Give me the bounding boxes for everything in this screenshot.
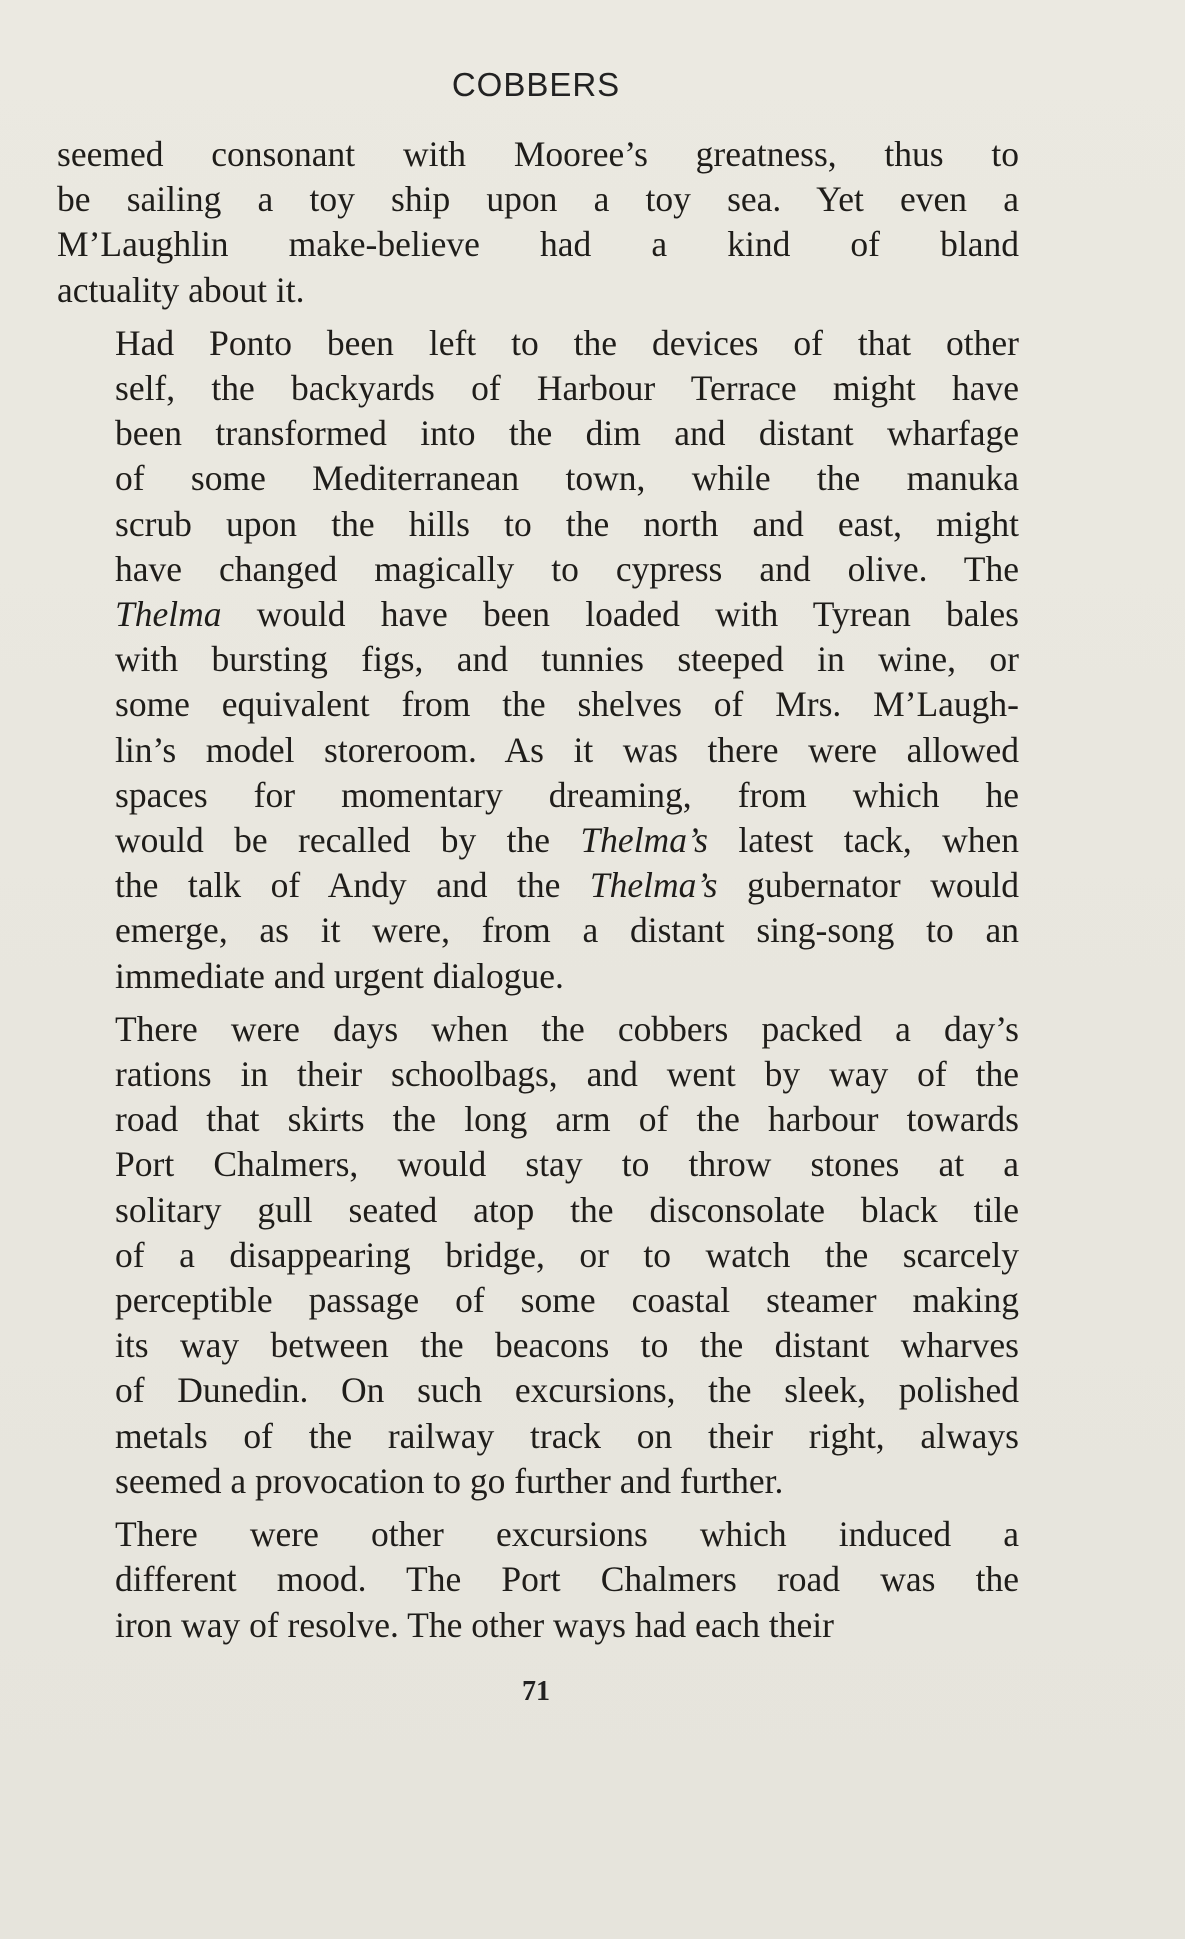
text-run: lin’s model storeroom. As it was there were allowed <box>115 729 1019 770</box>
text-run: iron way of resolve. The other ways had each their <box>115 1604 834 1645</box>
text-run: solitary gull seated atop the disconsolate black tile <box>115 1189 1019 1230</box>
paragraph <box>57 132 1019 313</box>
text-line <box>57 682 1019 727</box>
text-line <box>57 1323 1019 1368</box>
text-run: some equivalent from the shelves of Mrs. M’Laugh- <box>115 684 1019 725</box>
italic-title: Thelma’s <box>589 865 718 906</box>
text-line <box>57 411 1019 456</box>
text-run: rations in their schoolbags, and went by way of the <box>115 1054 1019 1095</box>
text-run: Had Ponto been left to the devices of that other <box>115 322 1019 363</box>
text-run: with bursting figs, and tunnies steeped in wine, or <box>115 639 1019 680</box>
text-line <box>57 773 1019 818</box>
text-run: have changed magically to cypress and olive. The <box>115 548 1019 589</box>
text-line <box>57 1603 1019 1648</box>
text-line <box>57 132 1019 177</box>
text-line <box>57 366 1019 411</box>
text-line <box>57 1142 1019 1187</box>
text-run: of Dunedin. On such excursions, the sleek, polished <box>115 1370 1019 1411</box>
italic-title: Thelma’s <box>580 820 708 861</box>
text-run: been transformed into the dim and distant wharfage <box>115 413 1019 454</box>
text-run: metals of the railway track on their right, always <box>115 1415 1019 1456</box>
text-line <box>57 547 1019 592</box>
text-line <box>57 1052 1019 1097</box>
text-run: scrub upon the hills to the north and east, might <box>115 503 1019 544</box>
text-line <box>57 1278 1019 1323</box>
text-run: Port Chalmers, would stay to throw stones at a <box>115 1144 1019 1185</box>
text-run: of a disappearing bridge, or to watch the scarcely <box>115 1234 1019 1275</box>
text-line <box>57 1459 1019 1504</box>
text-line <box>57 1368 1019 1413</box>
text-run: self, the backyards of Harbour Terrace might have <box>115 368 1019 409</box>
text-line <box>57 321 1019 366</box>
text-line <box>57 222 1019 267</box>
text-line <box>57 1007 1019 1052</box>
text-line <box>57 1414 1019 1459</box>
text-line <box>57 268 1019 313</box>
text-run: seemed a provocation to go further and further. <box>115 1460 784 1501</box>
text-run: immediate and urgent dialogue. <box>115 955 564 996</box>
text-run: There were other excursions which induced a <box>115 1514 1019 1555</box>
text-line <box>57 177 1019 222</box>
text-run: gubernator would <box>717 865 1019 906</box>
body-text <box>57 132 1019 1656</box>
text-line <box>57 954 1019 999</box>
text-line <box>57 1557 1019 1602</box>
text-line <box>57 637 1019 682</box>
text-run: its way between the beacons to the distant wharves <box>115 1325 1019 1366</box>
text-line <box>57 592 1019 637</box>
text-line <box>57 502 1019 547</box>
text-run: emerge, as it were, from a distant sing-song to an <box>115 910 1019 951</box>
text-run: the talk of Andy and the <box>115 865 590 906</box>
text-line <box>57 818 1019 863</box>
page-number: 71 <box>522 1676 550 1707</box>
running-head: COBBERS <box>451 66 621 103</box>
paragraph <box>57 321 1019 999</box>
text-line <box>57 1512 1019 1557</box>
text-run: would be recalled by the <box>115 820 581 861</box>
text-run: of some Mediterranean town, while the manuka <box>115 458 1019 499</box>
text-run: would have been loaded with Tyrean bales <box>221 594 1019 635</box>
text-run: be sailing a toy ship upon a toy sea. Yet even a <box>57 179 1019 220</box>
text-run: different mood. The Port Chalmers road was the <box>115 1559 1019 1600</box>
text-line <box>57 1097 1019 1142</box>
paragraph <box>57 1007 1019 1504</box>
text-line <box>57 1233 1019 1278</box>
text-run: perceptible passage of some coastal steamer making <box>115 1280 1019 1321</box>
text-run: M’Laughlin make-believe had a kind of bland <box>57 224 1019 265</box>
text-run: latest tack, when <box>708 820 1020 861</box>
text-run: seemed consonant with Mooree’s greatness, thus to <box>57 134 1019 174</box>
text-line <box>57 456 1019 501</box>
text-run: actuality about it. <box>57 269 305 310</box>
text-line <box>57 1188 1019 1233</box>
italic-title: Thelma <box>115 594 222 635</box>
text-line <box>57 728 1019 773</box>
text-line <box>57 863 1019 908</box>
text-run: road that skirts the long arm of the harbour towards <box>115 1099 1019 1140</box>
text-run: spaces for momentary dreaming, from which he <box>115 774 1019 815</box>
text-run: There were days when the cobbers packed a day’s <box>115 1008 1019 1049</box>
text-line <box>57 908 1019 953</box>
paragraph <box>57 1512 1019 1648</box>
